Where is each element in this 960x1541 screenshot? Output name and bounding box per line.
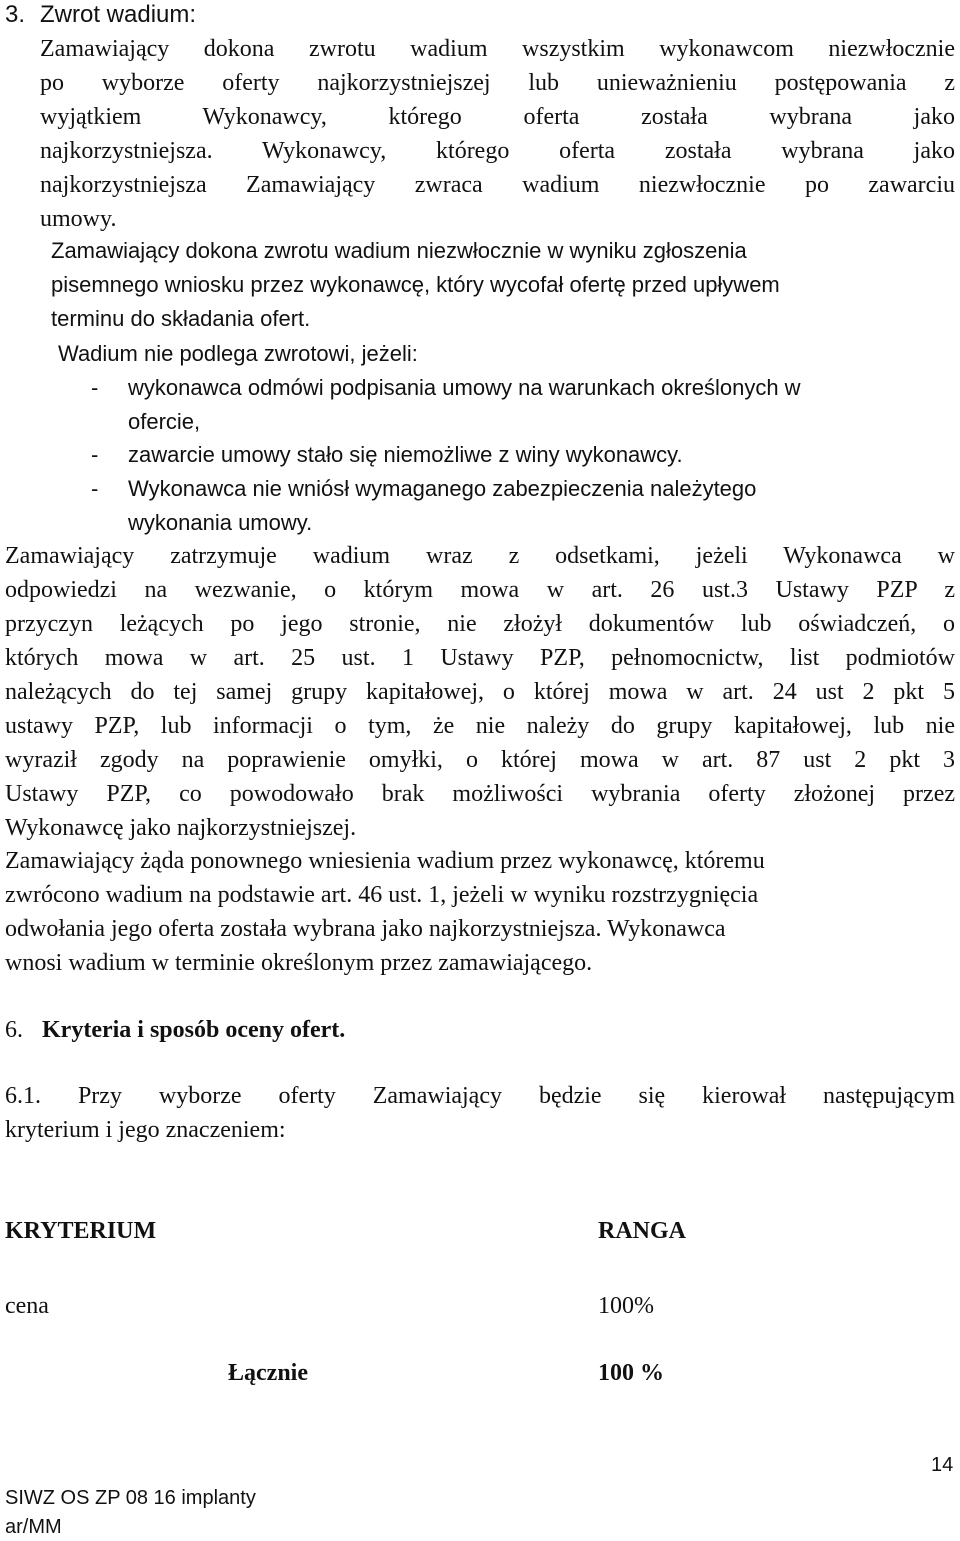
p4-line: Ustawy PZP, co powodowało brak możliwości wybrania oferty złożonej przez	[5, 781, 955, 807]
criteria-row-rank: 100%	[598, 1293, 654, 1319]
p5-line: odwołania jego oferta została wybrana jako najkorzystniejsza. Wykonawca	[5, 916, 726, 942]
bullet-text: Wykonawca nie wniósł wymaganego zabezpieczenia należytego	[128, 476, 757, 501]
bullet-dash: -	[91, 375, 99, 400]
criteria-total-label: Łącznie	[228, 1360, 308, 1386]
bullet-text: wykonania umowy.	[128, 510, 313, 535]
p2-line: Zamawiający dokona zwrotu wadium niezwłocznie w wyniku zgłoszenia	[51, 238, 747, 263]
p4-line: odpowiedzi na wezwanie, o którym mowa w art. 26 ust.3 Ustawy PZP z	[5, 577, 955, 603]
p4-line: Wykonawcę jako najkorzystniejszej.	[5, 815, 357, 841]
p1-line: najkorzystniejsza. Wykonawcy, którego oferta została wybrana jako	[40, 138, 955, 164]
p5-line: wnosi wadium w terminie określonym przez zamawiającego.	[5, 950, 593, 976]
p2-line: terminu do składania ofert.	[51, 306, 311, 331]
p3-intro: Wadium nie podlega zwrotowi, jeżeli:	[58, 341, 418, 366]
p4-line: Zamawiający zatrzymuje wadium wraz z odsetkami, jeżeli Wykonawca w	[5, 543, 955, 569]
bullet-dash: -	[91, 442, 99, 467]
p1-line: wyjątkiem Wykonawcy, którego oferta została wybrana jako	[40, 104, 955, 130]
criteria-total-value: 100 %	[598, 1360, 664, 1386]
p1-line: Zamawiający dokona zwrotu wadium wszystkim wykonawcom niezwłocznie	[40, 36, 955, 62]
footer-document-id: SIWZ OS ZP 08 16 implanty	[5, 1487, 256, 1509]
criteria-header-criterion: KRYTERIUM	[5, 1218, 157, 1244]
footer-initials: ar/MM	[5, 1516, 62, 1538]
section-3-heading: Zwrot wadium:	[40, 1, 197, 28]
p1-line: po wyborze oferty najkorzystniejszej lub unieważnieniu postępowania z	[40, 70, 955, 96]
criteria-header-rank: RANGA	[598, 1218, 686, 1244]
bullet-text: ofercie,	[128, 409, 201, 434]
criteria-row-criterion: cena	[5, 1293, 49, 1319]
section-6-title: Kryteria i sposób oceny ofert.	[42, 1017, 346, 1043]
bullet-text: wykonawca odmówi podpisania umowy na warunkach określonych w	[128, 375, 801, 400]
section-6-1-line: kryterium i jego znaczeniem:	[5, 1117, 286, 1143]
p4-line: przyczyn leżących po jego stronie, nie złożył dokumentów lub oświadczeń, o	[5, 611, 955, 637]
p4-line: ustawy PZP, lub informacji o tym, że nie należy do grupy kapitałowej, lub nie	[5, 713, 955, 739]
section-6-1-line: 6.1. Przy wyborze oferty Zamawiający będzie się kierował następującym	[5, 1083, 955, 1109]
bullet-text: zawarcie umowy stało się niemożliwe z winy wykonawcy.	[128, 442, 683, 467]
p4-line: których mowa w art. 25 ust. 1 Ustawy PZP, pełnomocnictw, list podmiotów	[5, 645, 955, 671]
p4-line: wyraził zgody na poprawienie omyłki, o której mowa w art. 87 ust 2 pkt 3	[5, 747, 955, 773]
p4-line: należących do tej samej grupy kapitałowej, o której mowa w art. 24 ust 2 pkt 5	[5, 679, 955, 705]
p5-line: Zamawiający żąda ponownego wniesienia wadium przez wykonawcę, któremu	[5, 848, 765, 874]
section-3-number: 3.	[5, 1, 26, 28]
bullet-dash: -	[91, 476, 99, 501]
page-number: 14	[931, 1454, 954, 1476]
p2-line: pisemnego wniosku przez wykonawcę, który wycofał ofertę przed upływem	[51, 272, 780, 297]
p5-line: zwrócono wadium na podstawie art. 46 ust. 1, jeżeli w wyniku rozstrzygnięcia	[5, 882, 759, 908]
p1-line: najkorzystniejsza Zamawiający zwraca wadium niezwłocznie po zawarciu	[40, 172, 955, 198]
p1-line: umowy.	[40, 206, 117, 232]
section-6-number: 6.	[5, 1017, 23, 1043]
